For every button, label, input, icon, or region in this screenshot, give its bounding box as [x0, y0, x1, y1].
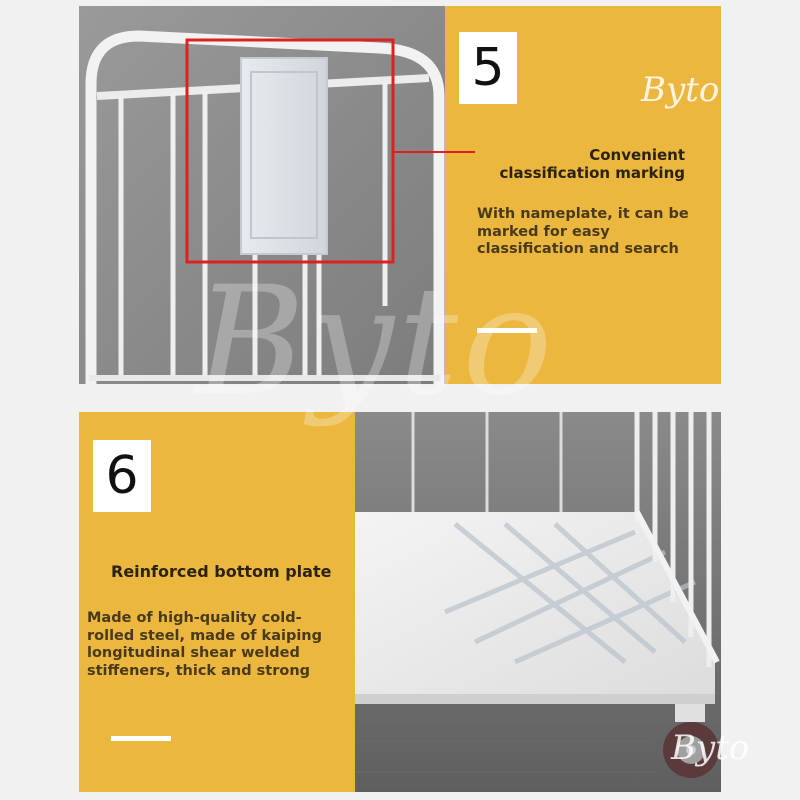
feature-6-info — [79, 412, 355, 792]
bottom-plate-photo — [355, 412, 750, 792]
feature-6-description: Made of high-quality cold-rolled steel, made of kaiping longitudinal shear welded stiffeners, thick and strong — [87, 610, 322, 679]
logo-watermark-6: Byto — [671, 728, 750, 768]
pointer-line — [445, 151, 475, 153]
step-number-5 — [459, 32, 517, 104]
step-number-5-label: 5 — [471, 38, 505, 98]
step-number-6-label: 6 — [105, 446, 139, 506]
step-number-6 — [93, 440, 151, 512]
feature-panel-6 — [79, 412, 750, 792]
logo-watermark-5: Byto — [641, 70, 720, 110]
feature-5-description: With nameplate, it can be marked for easy classification and search — [477, 206, 689, 257]
feature-5-title: Convenient classification marking — [499, 146, 685, 182]
cart-base-illustration — [355, 412, 721, 792]
feature-6-title: Reinforced bottom plate — [111, 562, 332, 581]
decorative-underline-6 — [111, 736, 171, 741]
center-logo-watermark: Byto — [195, 255, 557, 429]
